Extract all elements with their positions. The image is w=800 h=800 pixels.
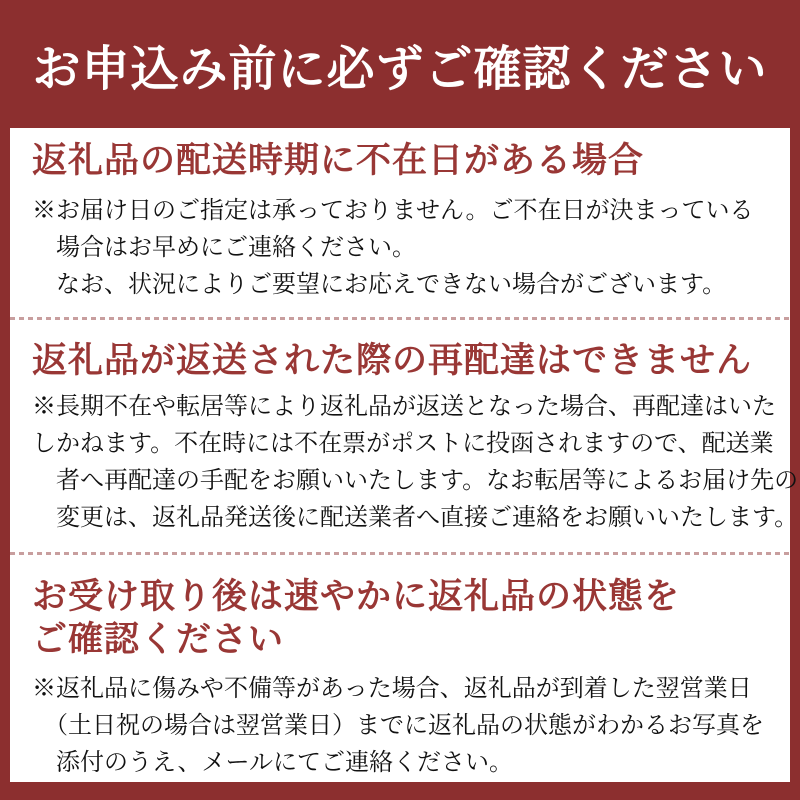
section-body — [32, 388, 799, 536]
section-heading: 返礼品の配送時期に不在日がある場合 — [32, 141, 645, 180]
body-line: 添付のうえ、メールにてご連絡ください。 — [56, 749, 513, 776]
section-body — [32, 670, 770, 781]
body-line: 者へ再配達の手配をお願いいたします。なお転居等によるお届け先の — [56, 467, 799, 494]
section-heading-line: お受け取り後は速やかに返礼品の状態を — [32, 577, 681, 616]
body-line: ※返礼品に傷みや不備等があった場合、返礼品が到着した翌営業日 — [32, 675, 752, 702]
section-heading — [32, 575, 770, 661]
section-heading-line: ご確認ください — [32, 620, 285, 659]
notice-panel — [10, 128, 799, 782]
section-heading: 返礼品が返送された際の再配達はできません — [32, 341, 753, 380]
section-body — [32, 192, 770, 303]
body-line: ※お届け日のご指定は承っておりません。ご不在日が決まっている — [32, 197, 754, 224]
section-check-condition — [32, 575, 770, 781]
dashed-divider — [10, 552, 790, 555]
body-line: 場合はお早めにご連絡ください。 — [56, 234, 416, 261]
body-line: しかねます。不在時には不在票がポストに投函されますので、配送業 — [32, 430, 774, 457]
body-line: 変更は、返礼品発送後に配送業者へ直接ご連絡をお願いいたします。 — [56, 504, 799, 531]
body-line: なお、状況によりご要望にお応えできない場合がございます。 — [56, 271, 727, 298]
notice-header — [0, 0, 800, 128]
section-absence-during-delivery — [32, 142, 770, 303]
section-no-redelivery — [32, 341, 799, 536]
page-title: お申込み前に必ずご確認ください — [32, 42, 768, 96]
body-line: （土日祝の場合は翌営業日）までに返礼品の状態がわかるお写真を — [44, 712, 764, 739]
dashed-divider — [10, 317, 790, 320]
body-line: ※長期不在や転居等により返礼品が返送となった場合、再配達はいた — [32, 393, 776, 420]
